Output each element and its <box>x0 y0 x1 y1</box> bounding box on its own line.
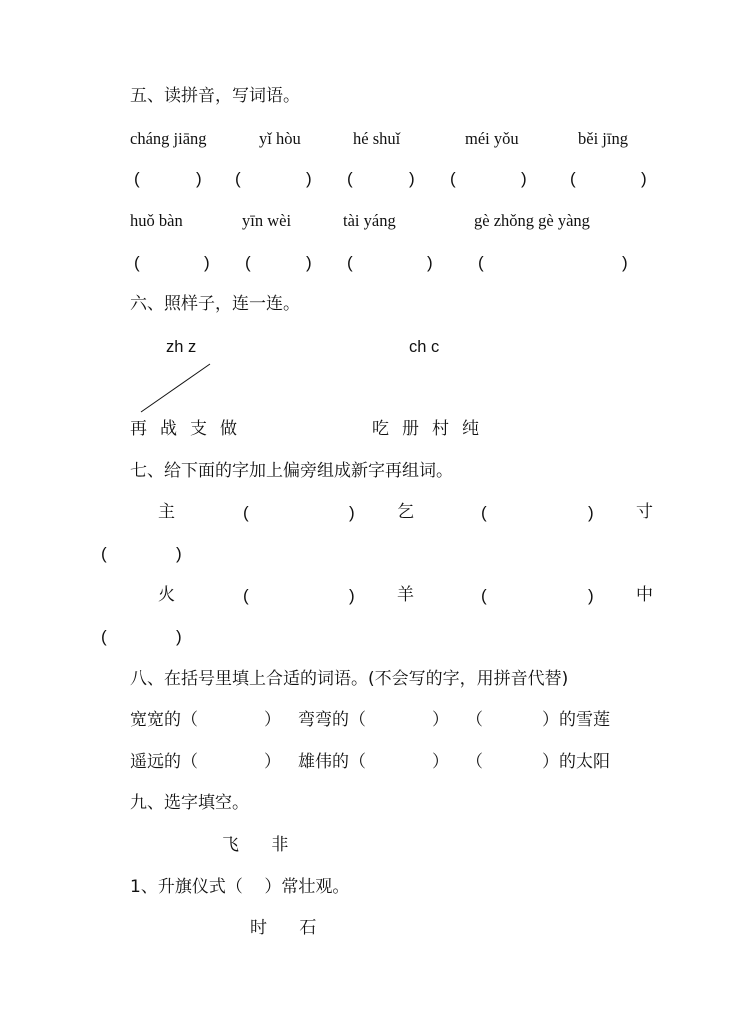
pinyin-beijing: běi jīng <box>578 129 628 148</box>
chars-group-ch-c: 吃册村纯 <box>372 419 492 439</box>
answer-blank-close: ) <box>306 253 312 272</box>
answer-blank-open: ( <box>450 169 456 188</box>
answer-blank-close: ) <box>306 169 312 188</box>
answer-blank-close: ) <box>204 253 210 272</box>
pinyin-taiyang: tài yáng <box>343 211 396 230</box>
section-8-title: 八、在括号里填上合适的词语。(不会写的字，用拼音代替) <box>130 669 569 689</box>
base-char-huo: 火 <box>158 585 175 605</box>
pinyin-meiyou: méi yǒu <box>465 129 519 148</box>
chars-group-zh-z: 再战支做 <box>130 419 250 439</box>
answer-blank-close: ) <box>622 253 628 272</box>
base-char-zhu: 主 <box>158 502 175 522</box>
answer-blank-close: ) <box>409 169 415 188</box>
phrase-blank-close: ） <box>432 752 449 772</box>
base-char-zhong: 中 <box>636 585 653 605</box>
answer-blank-open: ( <box>570 169 576 188</box>
answer-blank-open: ( <box>478 253 484 272</box>
initials-ch-c: ch c <box>409 338 440 356</box>
section-7-title: 七、给下面的字加上偏旁组成新字再组词。 <box>130 461 453 481</box>
answer-blank-close: ) <box>196 169 202 188</box>
question-1: 1、升旗仪式（ ）常壮观。 <box>130 877 350 897</box>
phrase-blank-close: ） <box>432 710 449 730</box>
answer-blank-open: ( <box>347 253 353 272</box>
base-char-cun: 寸 <box>636 502 653 522</box>
phrase-blank-close: ） <box>264 752 281 772</box>
answer-blank-close: ) <box>641 169 647 188</box>
choice-shi: 时 石 <box>250 918 317 938</box>
answer-blank-close: ) <box>176 544 182 563</box>
phrase-de-taiyang: ）的太阳 <box>542 752 610 772</box>
answer-blank-open: ( <box>347 169 353 188</box>
answer-blank-open: ( <box>243 503 249 522</box>
pinyin-heshui: hé shuǐ <box>353 129 401 148</box>
answer-blank-open: ( <box>134 253 140 272</box>
section-9-title: 九、选字填空。 <box>130 793 249 813</box>
initials-zh-z: zh z <box>166 338 197 356</box>
base-char-qi: 乞 <box>397 502 414 522</box>
answer-blank-close: ) <box>349 586 355 605</box>
phrase-blank-open: （ <box>466 710 483 730</box>
phrase-blank-open: （ <box>466 752 483 772</box>
pinyin-gezhonggeyang: gè zhǒng gè yàng <box>474 211 590 230</box>
base-char-yang: 羊 <box>397 585 414 605</box>
answer-blank-open: ( <box>481 586 487 605</box>
pinyin-yinwei: yīn wèi <box>242 211 292 230</box>
answer-blank-open: ( <box>101 544 107 563</box>
answer-blank-close: ) <box>349 503 355 522</box>
phrase-wanwan-de: 弯弯的（ <box>298 710 366 730</box>
answer-blank-close: ) <box>176 627 182 646</box>
phrase-blank-close: ） <box>264 710 281 730</box>
section-6-title: 六、照样子，连一连。 <box>130 294 300 314</box>
answer-blank-open: ( <box>481 503 487 522</box>
phrase-de-xuelian: ）的雪莲 <box>542 710 610 730</box>
phrase-yaoyuan-de: 遥远的（ <box>130 752 198 772</box>
answer-blank-open: ( <box>235 169 241 188</box>
phrase-kuankuan-de: 宽宽的（ <box>130 710 198 730</box>
answer-blank-close: ) <box>588 503 594 522</box>
pinyin-huoban: huǒ bàn <box>130 211 183 230</box>
answer-blank-open: ( <box>101 627 107 646</box>
section-5-title: 五、读拼音，写词语。 <box>130 86 300 106</box>
answer-blank-close: ) <box>521 169 527 188</box>
pinyin-yihou: yǐ hòu <box>259 129 301 148</box>
answer-blank-close: ) <box>588 586 594 605</box>
answer-blank-open: ( <box>134 169 140 188</box>
answer-blank-open: ( <box>245 253 251 272</box>
answer-blank-close: ) <box>427 253 433 272</box>
choice-fei: 飞 非 <box>222 835 289 855</box>
phrase-xiongwei-de: 雄伟的（ <box>298 752 366 772</box>
answer-blank-open: ( <box>243 586 249 605</box>
pinyin-changjiang: cháng jiāng <box>130 129 207 148</box>
